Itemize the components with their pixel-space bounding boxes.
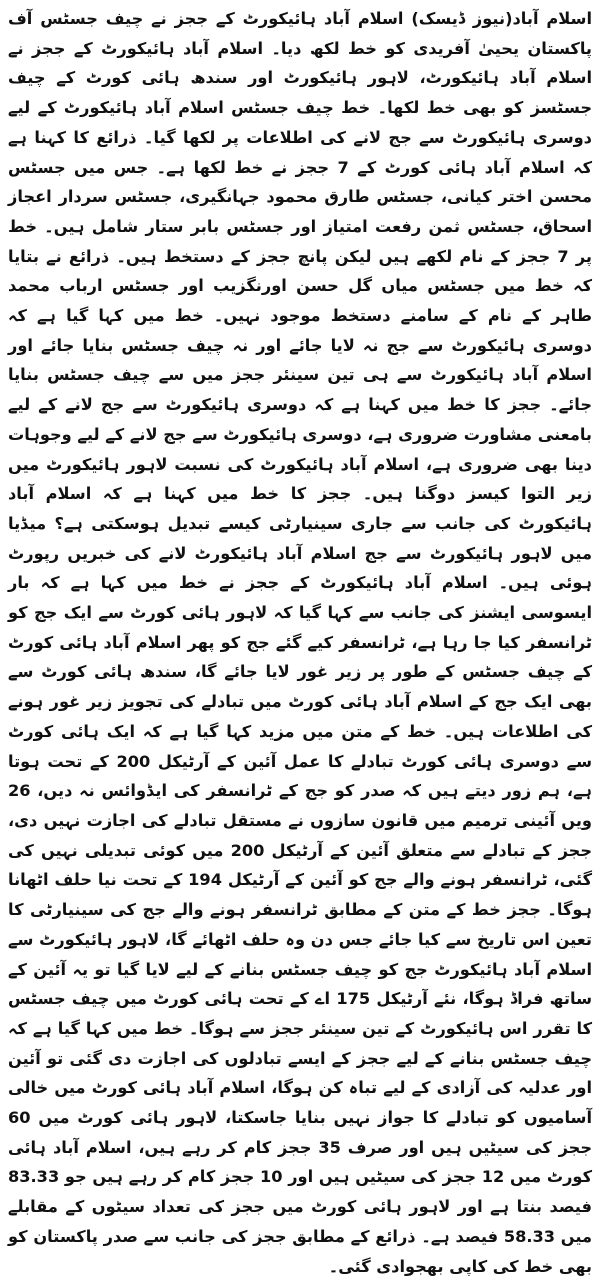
article-body: اسلام آباد(نیوز ڈیسک) اسلام آباد ہائیکورٹ کے ججز نے چیف جسٹس آف پاکستان یحییٰ آفریدی کو خط لکھ دیا۔ اسلام آباد ہائیکورٹ کے ججز نے اسلام آباد ہائیکورٹ، لاہور ہائیکورٹ اور سندھ ہائی کورٹ کے چیف جسٹسز کو بھی خط لکھا۔ خط چیف جسٹس اسلام آباد ہائیکورٹ کے لیے دوسری ہائیکورٹ سے جج لانے کی اطلاعات پر لکھا گیا۔ ذرائع کا کہنا ہے کہ اسلام آباد ہائی کورٹ کے 7 ججز نے خط لکھا ہے۔ جس میں جسٹس محسن اختر کیانی، جسٹس طارق محمود جہانگیری، جسٹس سردار اعجاز اسحاق، جسٹس ثمن رفعت امتیاز اور جسٹس بابر ستار شامل ہیں۔ خط پر 7 ججز کے نام لکھے ہیں لیکن پانچ ججز کے دستخط ہیں۔ ذرائع نے بتایا کہ خط میں جسٹس میاں گل حسن اورنگزیب اور جسٹس ارباب محمد طاہر کے نام کے سامنے دستخط موجود نہیں۔ خط میں کہا گیا ہے کہ دوسری ہائیکورٹ سے جج نہ لایا جائے اور نہ چیف جسٹس بنایا جائے اور اسلام آباد ہائیکورٹ سے ہی تین سینئر ججز میں سے چیف جسٹس بنایا جائے۔ ججز کا خط میں کہنا ہے کہ دوسری ہائیکورٹ سے جج لانے کے لیے بامعنی مشاورت ضروری ہے، دوسری ہائیکورٹ سے جج لانے کے لیے وجوہات دینا بھی ضروری ہے، اسلام آباد ہائیکورٹ کی نسبت لاہور ہائیکورٹ میں زیر التوا کیسز دوگنا ہیں۔ ججز کا خط میں کہنا ہے کہ اسلام آباد ہائیکورٹ کی جانب سے جاری سینیارٹی کیسے تبدیل ہوسکتی ہے؟ میڈیا میں لاہور ہائیکورٹ سے جج اسلام آباد ہائیکورٹ لانے کی خبریں رپورٹ ہوئی ہیں۔ اسلام آباد ہائیکورٹ کے ججز نے خط میں کہا ہے کہ بار ایسوسی ایشنز کی جانب سے کہا گیا کہ لاہور ہائی کورٹ سے ایک جج کو ٹرانسفر کیا جا رہا ہے، ٹرانسفر کیے گئے جج کو پھر اسلام آباد ہائی کورٹ کے چیف جسٹس کے طور پر زیر غور لایا جائے گا، سندھ ہائی کورٹ سے بھی ایک جج کے اسلام آباد ہائی کورٹ میں تبادلے کی تجویز زیر غور ہونے کی اطلاعات ہیں۔ خط کے متن میں مزید کہا گیا ہے کہ ایک ہائی کورٹ سے دوسری ہائی کورٹ تبادلے کا عمل آئین کے آرٹیکل 200 کے تحت ہوتا ہے، ہم زور دیتے ہیں کہ صدر کو جج کے ٹرانسفر کی ایڈوائس نہ دیں، 26 ویں آئینی ترمیم میں قانون سازوں نے مستقل تبادلے کی اجازت نہیں دی، ججز کے تبادلے سے متعلق آئین کے آرٹیکل 200 میں کوئی تبدیلی نہیں کی گئی، ٹرانسفر ہونے والے جج کو آئین کے آرٹیکل 194 کے تحت نیا حلف اٹھانا ہوگا۔ ججز خط کے متن کے مطابق ٹرانسفر ہونے والے جج کی سینیارٹی کا تعین اس تاریخ سے کیا جائے جس دن وہ حلف اٹھائے گا، لاہور ہائیکورٹ سے اسلام آباد ہائیکورٹ جج کو چیف جسٹس بنانے کے لیے لایا گیا تو یہ آئین کے ساتھ فراڈ ہوگا، نئے آرٹیکل 175 اے کے تحت ہائی کورٹ میں چیف جسٹس کا تقرر اس ہائیکورٹ کے تین سینئر ججز سے ہوگا۔ خط میں کہا گیا ہے کہ چیف جسٹس بنانے کے لیے ججز کے ایسے تبادلوں کی اجازت دی گئی تو آئین اور عدلیہ کی آزادی کے لیے تباہ کن ہوگا، اسلام آباد ہائی کورٹ میں خالی آسامیوں کو تبادلے کا جواز نہیں بنایا جاسکتا، لاہور ہائی کورٹ میں 60 ججز کی سیٹیں ہیں اور صرف 35 ججز کام کر رہے ہیں، اسلام آباد ہائی کورٹ میں 12 ججز کی سیٹیں ہیں اور 10 ججز کام کر رہے ہیں جو 83.33 فیصد بنتا ہے اور لاہور ہائی کورٹ میں ججز کی تعداد سیٹوں کے مقابلے میں 58.33 فیصد ہے۔ ذرائع کے مطابق ججز کی جانب سے صدر پاکستان کو بھی خط کی کاپی بھجوادی گئی۔ (8, 9, 593, 1276)
